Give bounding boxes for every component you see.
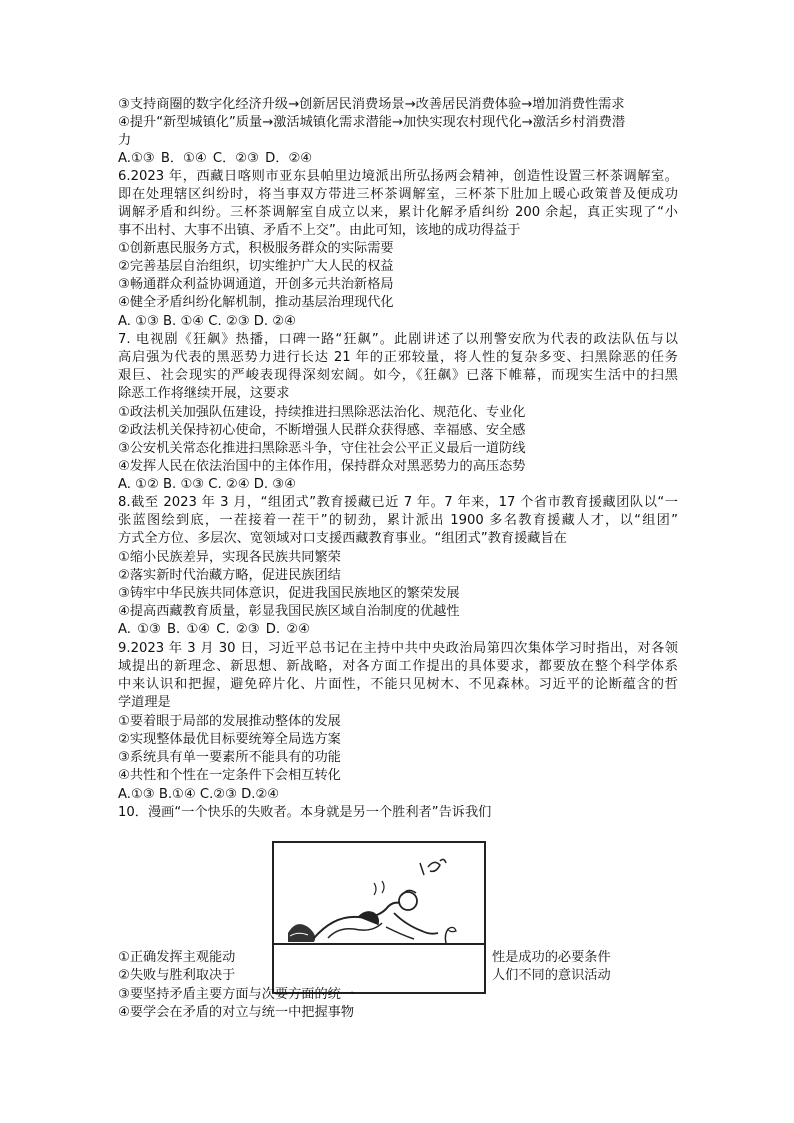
q9-answer-choices: A.①③ B.①④ C.②③ D.②④: [118, 787, 280, 802]
q7-option-3: ③公安机关常态化推进扫黑除恶斗争，守住社会公平正义最后一道防线: [118, 441, 526, 456]
q7-stem-3: 艰巨、社会现实的严峻表现得深刻宏阔。如今，《狂飙》已落下帷幕，而现实生活中的扫黑: [118, 368, 678, 383]
cartoon-image: [272, 841, 486, 994]
q8-option-2: ②落实新时代治藏方略，促进民族团结: [118, 568, 341, 583]
q10-stem: 10．漫画“一个快乐的失败者。本身就是另一个胜利者”告诉我们: [118, 805, 492, 820]
q10-option-1-right: 性是成功的必要条件: [492, 950, 611, 965]
q8-option-1: ①缩小民族差异，实现各民族共同繁荣: [118, 550, 341, 565]
q8-stem-1: 8.截至 2023 年 3 月，“组团式”教育援藏已近 7 年。7 年来，17 个省市教育援藏团队以“一: [118, 495, 678, 510]
q5-option-4: ④提升“新型城镇化”质量→激活城镇化需求潜能→加快实现农村现代化→激活乡村消费潜: [118, 115, 626, 130]
q5-answer-choices: A.①③ B．①④ C．②③ D．②④: [118, 151, 313, 166]
q9-option-3: ③系统具有单一要素所不能具有的功能: [118, 750, 341, 765]
q6-option-2: ②完善基层自治组织，切实维护广大人民的权益: [118, 259, 394, 274]
q9-option-2: ②实现整体最优目标要统筹全局选方案: [118, 732, 341, 747]
q6-stem-2: 即在处理辖区纠纷时，将当事双方带进三杯茶调解室，三杯茶下肚加上暖心政策普及便成功: [118, 187, 678, 202]
q9-stem-3: 中来认识和把握，避免碎片化、片面性，不能只见树木、不见森林。习近平的论断蕴含的哲: [118, 677, 678, 692]
q10-option-1-left: ①正确发挥主观能动: [118, 950, 236, 965]
q9-option-1: ①要着眼于局部的发展推动整体的发展: [118, 714, 341, 729]
q6-stem-1: 6.2023 年，西藏日喀则市亚东县帕里边境派出所弘扬两会精神，创造性设置三杯茶调解室。: [118, 169, 678, 184]
q6-option-1: ①创新惠民服务方式，积极服务群众的实际需要: [118, 241, 394, 256]
q7-stem-1: 7. 电视剧《狂飙》热播，口碑一路“狂飙”。此剧讲述了以刑警安欣为代表的政法队伍与以: [118, 332, 678, 347]
q8-option-4: ④提高西藏教育质量，彰显我国民族区域自治制度的优越性: [118, 604, 460, 619]
q7-stem-2: 高启强为代表的黑恶势力进行长达 21 年的正邪较量，将人性的复杂多变、扫黑除恶的任务: [118, 350, 678, 365]
q7-stem-4: 除恶工作将继续开展，这要求: [118, 386, 290, 401]
q9-stem-2: 域提出的新理念、新思想、新战略，对各方面工作提出的具体要求，都要放在整个科学体系: [118, 659, 678, 674]
cartoon-figure-icon: [274, 843, 484, 992]
q10-option-3: ③要坚持矛盾主要方面与次要方面的统一: [118, 987, 355, 1002]
q10-option-2-left: ②失败与胜利取决于: [118, 968, 236, 983]
q9-stem-1: 9.2023 年 3 月 30 日，习近平总书记在主持中共中央政治局第四次集体学习时指出，对各领: [118, 641, 678, 656]
q7-option-2: ②政法机关保持初心使命，不断增强人民群众获得感、幸福感、安全感: [118, 423, 526, 438]
q9-option-4: ④共性和个性在一定条件下会相互转化: [118, 768, 341, 783]
q5-option-3: ③支持商圈的数字化经济升级→创新居民消费场景→改善居民消费体验→增加消费性需求: [118, 97, 625, 112]
q6-stem-4: 事不出村、大事不出镇、矛盾不上交”。由此可知，该地的成功得益于: [118, 223, 521, 238]
q6-stem-3: 调解矛盾和纠纷。三杯茶调解室自成立以来，累计化解矛盾纠纷 200 余起，真正实现了“小: [118, 205, 678, 220]
q7-answer-choices: A. ①② B. ①③ C. ②④ D. ③④: [118, 477, 296, 492]
q6-answer-choices: A. ①③ B. ①④ C. ②③ D. ②④: [118, 314, 296, 329]
q6-option-3: ③畅通群众利益协调通道，开创多元共治新格局: [118, 277, 394, 292]
q8-stem-3: 方式全方位、多层次、宽领域对口支援西藏教育事业。“组团式”教育援藏旨在: [118, 531, 567, 546]
q8-answer-choices: A. ①③ B. ①④ C. ②③ D. ②④: [118, 622, 310, 637]
q7-option-4: ④发挥人民在依法治国中的主体作用，保持群众对黑恶势力的高压态势: [118, 459, 526, 474]
q10-option-4: ④要学会在矛盾的对立与统一中把握事物: [118, 1005, 355, 1020]
q5-option-4-cont: 力: [118, 133, 132, 148]
q6-option-4: ④健全矛盾纠纷化解机制，推动基层治理现代化: [118, 295, 394, 310]
q8-option-3: ③铸牢中华民族共同体意识，促进我国民族地区的繁荣发展: [118, 586, 460, 601]
q10-option-2-right: 人们不同的意识活动: [492, 968, 611, 983]
q7-option-1: ①政法机关加强队伍建设，持续推进扫黑除恶法治化、规范化、专业化: [118, 405, 526, 420]
q9-stem-4: 学道理是: [118, 695, 171, 710]
q8-stem-2: 张蓝图绘到底，一茬接着一茬干”的韧劲，累计派出 1900 多名教育援藏人才，以“组团”: [118, 513, 678, 528]
